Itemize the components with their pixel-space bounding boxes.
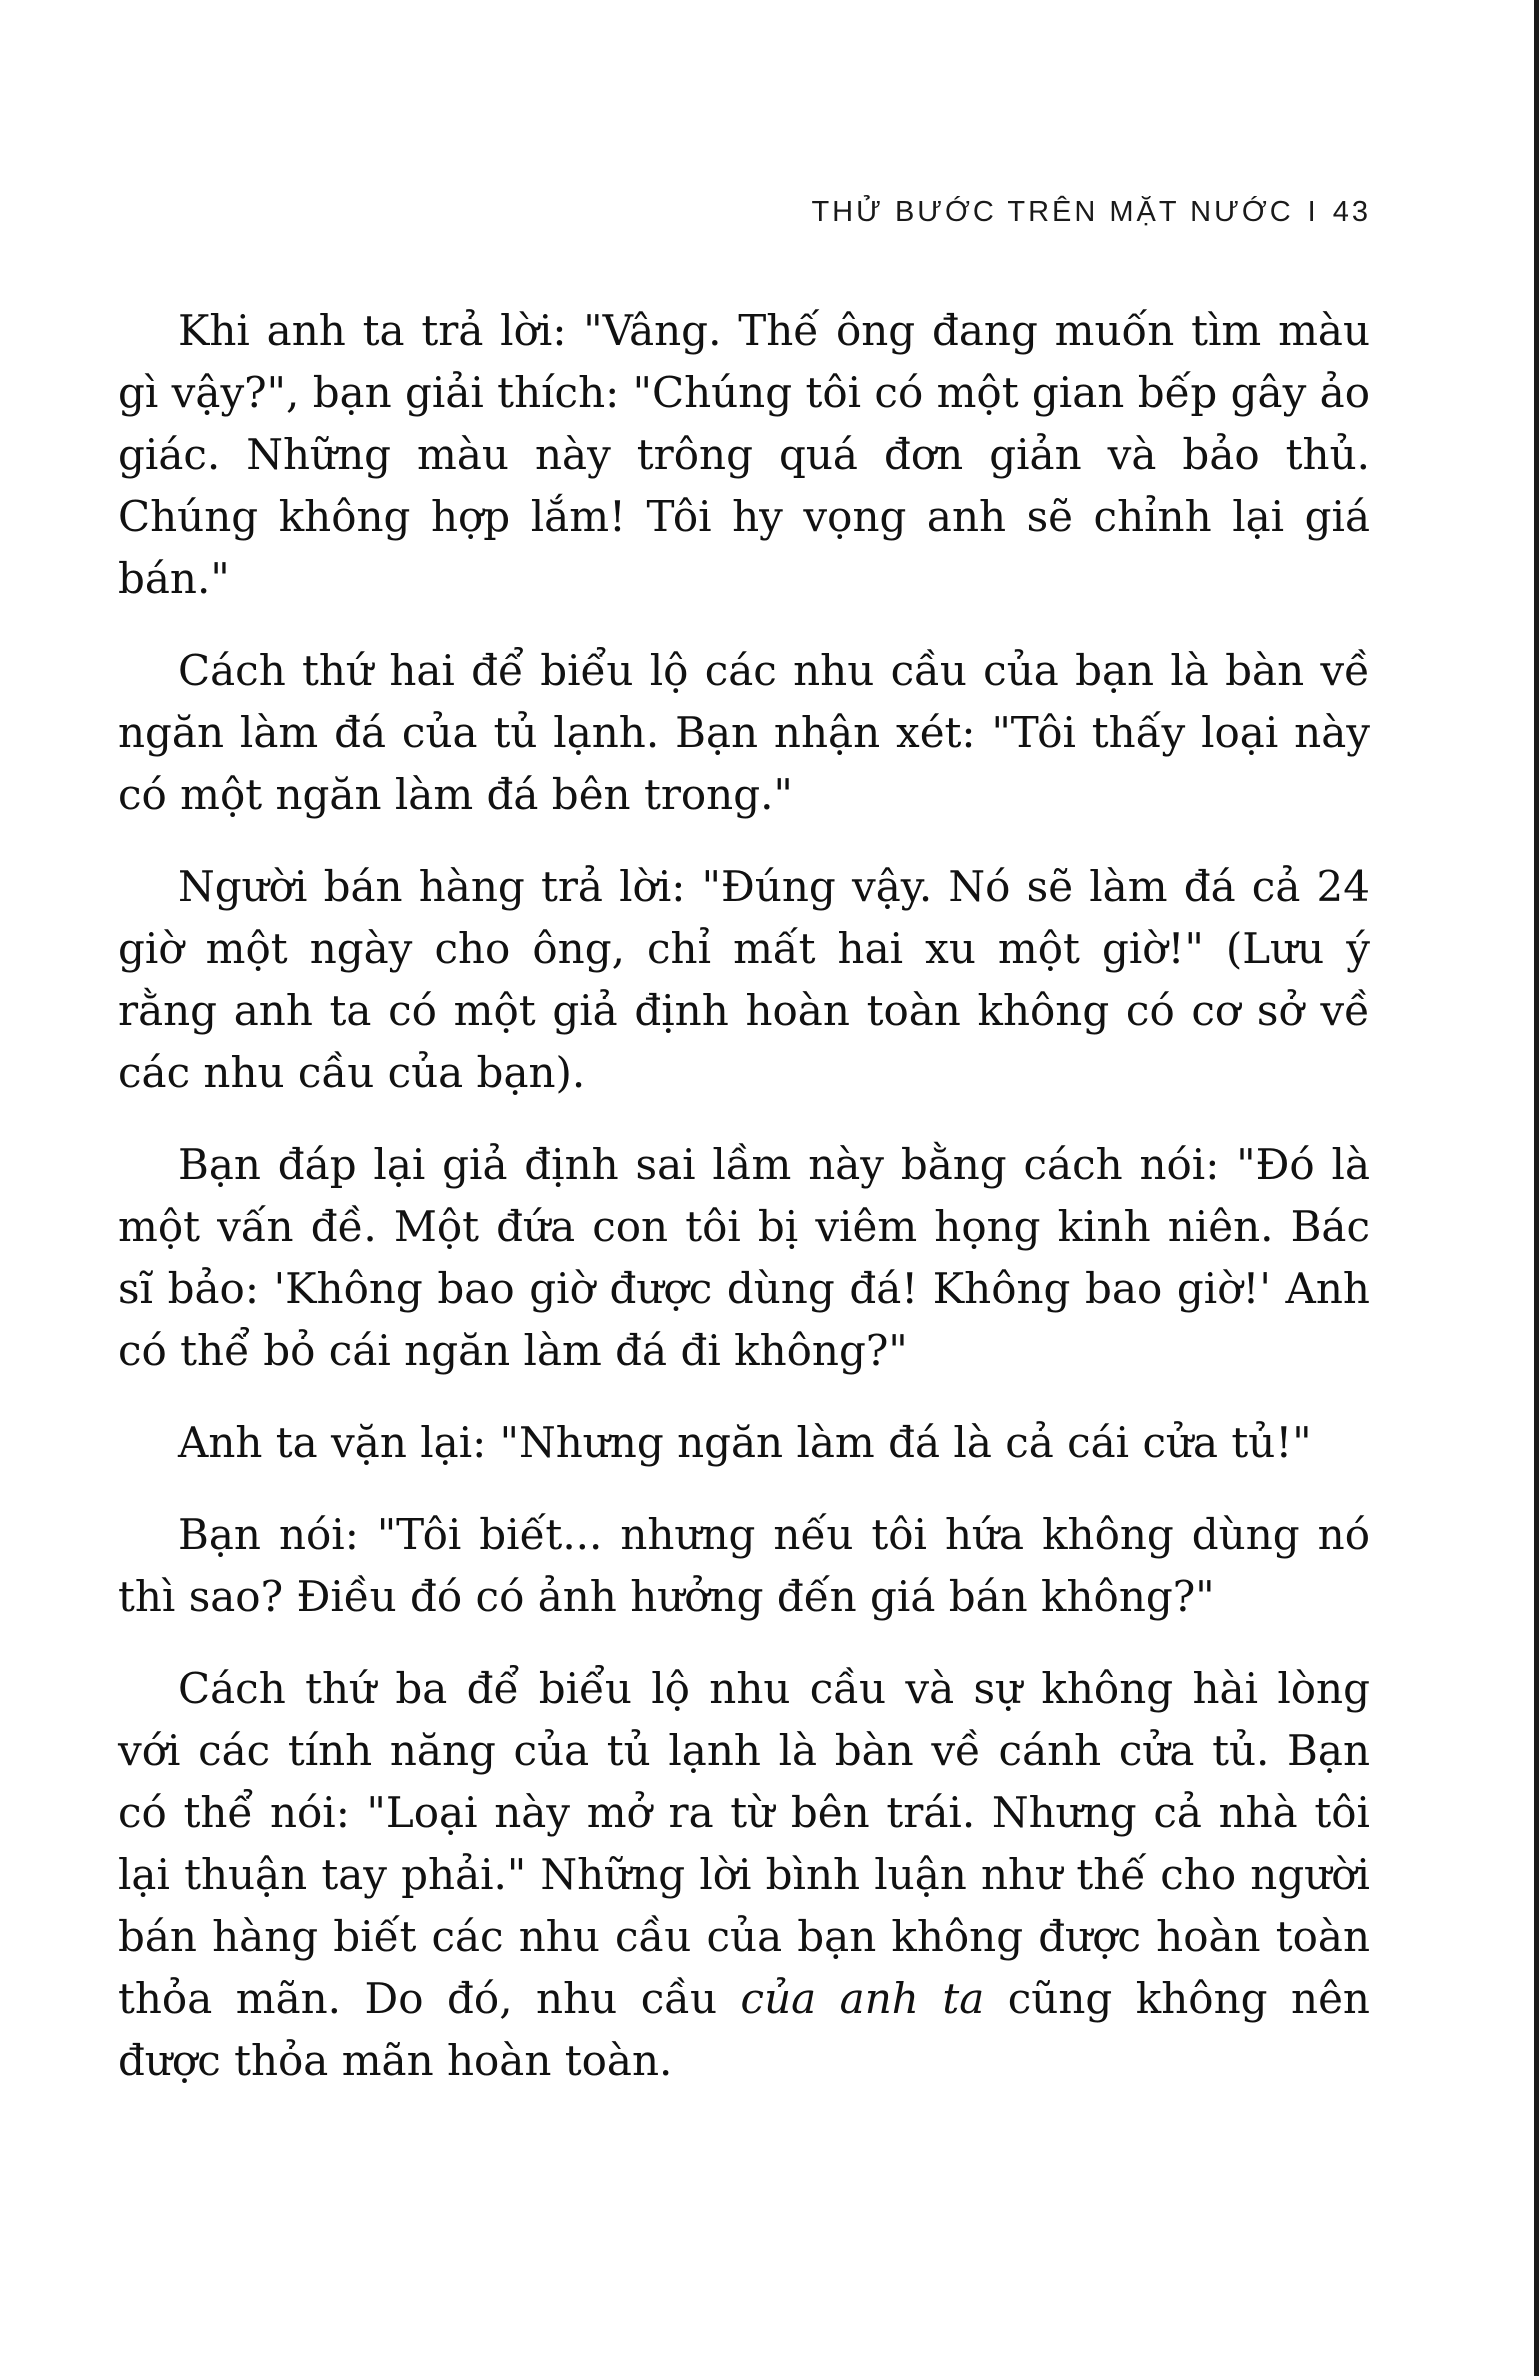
paragraph-text: Cách thứ ba để biểu lộ nhu cầu và sự không hài lòng với các tính năng của tủ lạnh là bàn về cánh cửa tủ. Bạn có thể nói: "Loại này mở ra từ bên trái. Nhưng cả nhà tôi lại thuận tay phải." Những lời bình luận như thế cho người bán hàng biết các nhu cầu của bạn không được hoàn toàn thỏa mãn. Do đó, nhu cầu — [118, 1664, 1370, 2023]
header-separator: I — [1307, 196, 1319, 228]
running-title: THỬ BƯỚC TRÊN MẶT NƯỚC — [811, 196, 1294, 228]
page-edge — [1534, 0, 1539, 2376]
paragraph: Cách thứ hai để biểu lộ các nhu cầu của bạn là bàn về ngăn làm đá của tủ lạnh. Bạn nhận xét: "Tôi thấy loại này có một ngăn làm đá bên trong." — [118, 646, 1370, 819]
page-number: 43 — [1332, 196, 1371, 228]
emphasis-text: của anh ta — [740, 1974, 985, 2023]
paragraph: Bạn nói: "Tôi biết... nhưng nếu tôi hứa không dùng nó thì sao? Điều đó có ảnh hưởng đến giá bán không?" — [118, 1510, 1370, 1621]
paragraph: Bạn đáp lại giả định sai lầm này bằng cách nói: "Đó là một vấn đề. Một đứa con tôi bị viêm họng kinh niên. Bác sĩ bảo: 'Không bao giờ được dùng đá! Không bao giờ!' Anh có thể bỏ cái ngăn làm đá đi không?" — [118, 1140, 1370, 1375]
paragraph — [118, 1658, 1370, 2092]
paragraph: Khi anh ta trả lời: "Vâng. Thế ông đang muốn tìm màu gì vậy?", bạn giải thích: "Chúng tôi có một gian bếp gây ảo giác. Những màu này trông quá đơn giản và bảo thủ. Chúng không hợp lắm! Tôi hy vọng anh sẽ chỉnh lại giá bán." — [118, 306, 1370, 603]
paragraph: Người bán hàng trả lời: "Đúng vậy. Nó sẽ làm đá cả 24 giờ một ngày cho ông, chỉ mất hai xu một giờ!" (Lưu ý rằng anh ta có một giả định hoàn toàn không có cơ sở về các nhu cầu của bạn). — [118, 862, 1370, 1097]
body-text — [118, 300, 1370, 2092]
paragraph: Anh ta vặn lại: "Nhưng ngăn làm đá là cả cái cửa tủ!" — [178, 1418, 1312, 1467]
paragraph-text: cũng không nên được thỏa mãn hoàn toàn. — [118, 1974, 1370, 2085]
running-header — [811, 196, 1371, 229]
